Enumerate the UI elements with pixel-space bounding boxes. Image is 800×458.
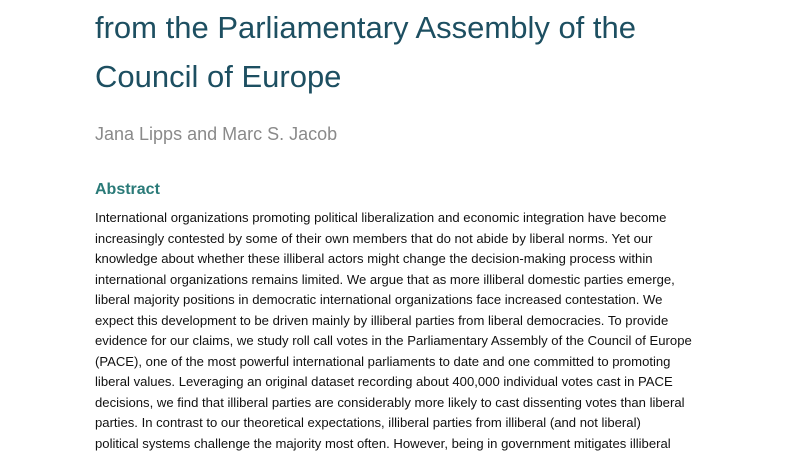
abstract-line: international organizations remains limited. We argue that as more illiberal domestic parties emerge,	[95, 271, 675, 287]
abstract-line: liberal majority positions in democratic international organizations face increased contestation. We	[95, 292, 663, 307]
abstract-heading: Abstract	[95, 181, 160, 198]
abstract-line: expect this development to be driven mainly by illiberal parties from liberal democracies. To provide	[95, 312, 669, 328]
abstract-line: parties. In contrast to our theoretical expectations, illiberal parties from illiberal (and not liberal)	[95, 415, 641, 430]
abstract-line: liberal values. Leveraging an original dataset recording about 400,000 individual votes cast in PACE	[95, 374, 673, 389]
paper-title	[95, 0, 785, 101]
abstract-line: decisions, we find that illiberal parties are considerably more likely to cast dissenting votes than liberal	[95, 394, 685, 410]
abstract-line: (PACE), one of the most powerful international parliaments to date and one committed to promoting	[95, 353, 671, 369]
abstract-line: knowledge about whether these illiberal actors might change the decision-making process within	[95, 251, 653, 266]
abstract-body	[95, 208, 795, 454]
abstract-line: evidence for our claims, we study roll call votes in the Parliamentary Assembly of the Council of Europe	[95, 333, 692, 348]
title-line: from the Parliamentary Assembly of the	[95, 10, 637, 45]
abstract-line: political systems challenge the majority most often. However, being in government mitigates illiberal	[95, 435, 671, 451]
abstract-line: International organizations promoting political liberalization and economic integration have become	[95, 210, 667, 225]
title-line: Council of Europe	[95, 59, 342, 94]
abstract-line: increasingly contested by some of their own members that do not abide by liberal norms. Yet our	[95, 230, 653, 246]
paper-authors: Jana Lipps and Marc S. Jacob	[95, 124, 338, 144]
